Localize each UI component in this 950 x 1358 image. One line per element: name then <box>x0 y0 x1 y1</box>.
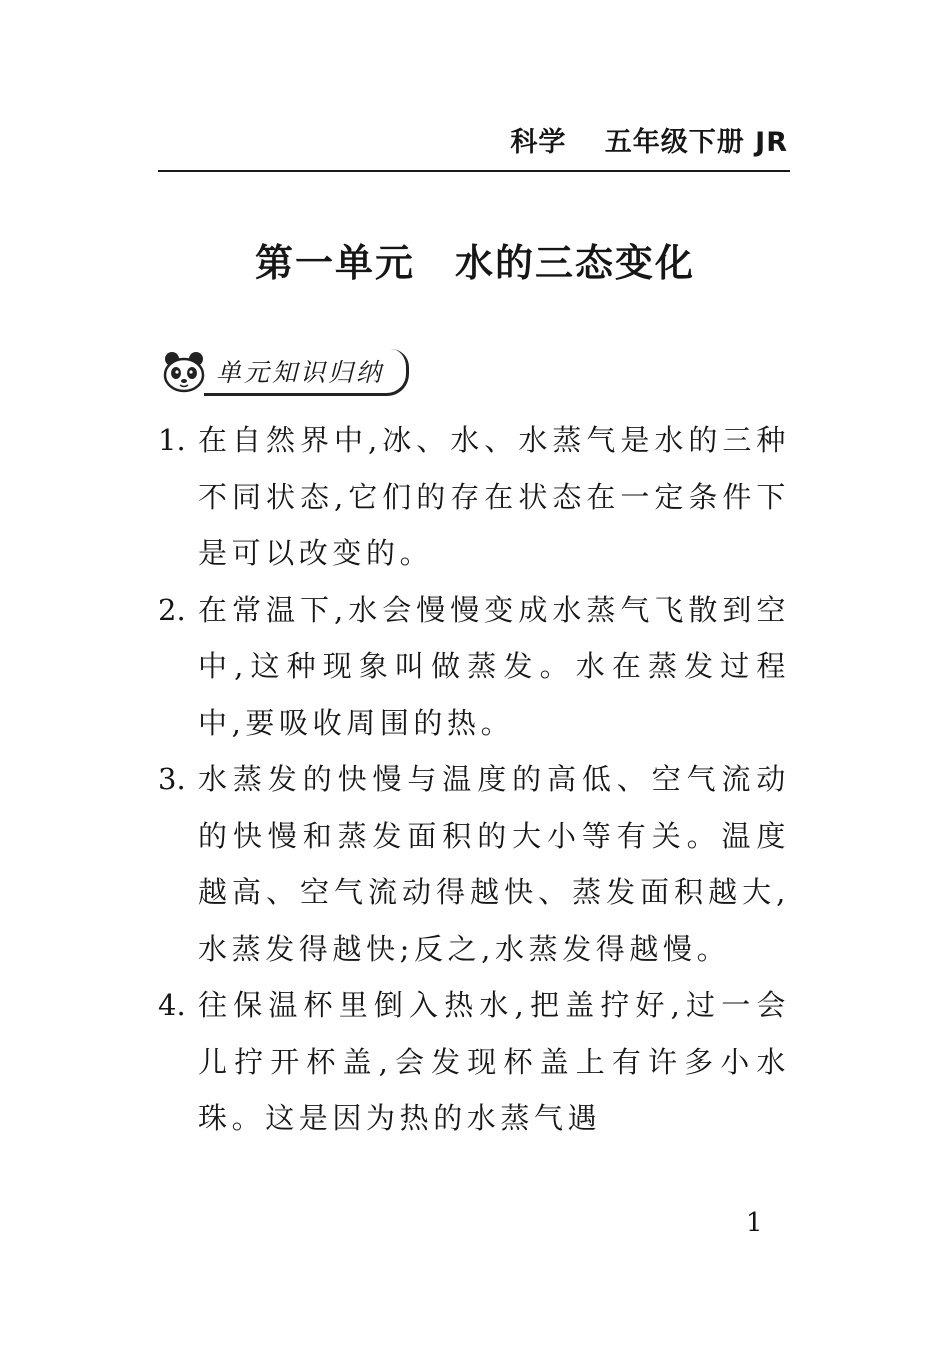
item-number: 3. <box>158 762 186 796</box>
list-item <box>158 751 790 977</box>
item-text: 在自然界中,冰、水、水蒸气是水的三种不同状态,它们的存在状态在一定条件下是可以改变的。 <box>198 423 790 570</box>
item-text: 在常温下,水会慢慢变成水蒸气飞散到空中,这种现象叫做蒸发。水在蒸发过程中,要吸收周围的热。 <box>198 592 790 740</box>
header-text <box>510 120 788 159</box>
list-item <box>158 412 790 582</box>
item-text: 水蒸发的快慢与温度的高低、空气流动的快慢和蒸发面积的大小等有关。温度越高、空气流动得越快、蒸发面积越大,水蒸发得越快;反之,水蒸发得越慢。 <box>198 762 790 966</box>
page-header <box>158 118 790 172</box>
panda-icon <box>160 349 210 395</box>
header-grade-edition: 五年级下册 JR <box>604 127 788 158</box>
item-number: 4. <box>158 988 186 1022</box>
unit-title: 第一单元 水的三态变化 <box>254 241 695 285</box>
list-item <box>158 977 790 1147</box>
item-number: 2. <box>158 592 186 627</box>
item-text: 往保温杯里倒入热水,把盖拧好,过一会儿拧开杯盖,会发现杯盖上有许多小水珠。这是因为热的水蒸气遇 <box>198 988 790 1135</box>
section-badge <box>160 348 409 396</box>
list-item <box>158 582 790 752</box>
item-number: 1. <box>158 423 186 457</box>
section-label: 单元知识归纳 <box>204 349 409 396</box>
header-subject: 科学 <box>510 127 567 158</box>
knowledge-list <box>158 412 790 1147</box>
page-number: 1 <box>746 1208 763 1238</box>
